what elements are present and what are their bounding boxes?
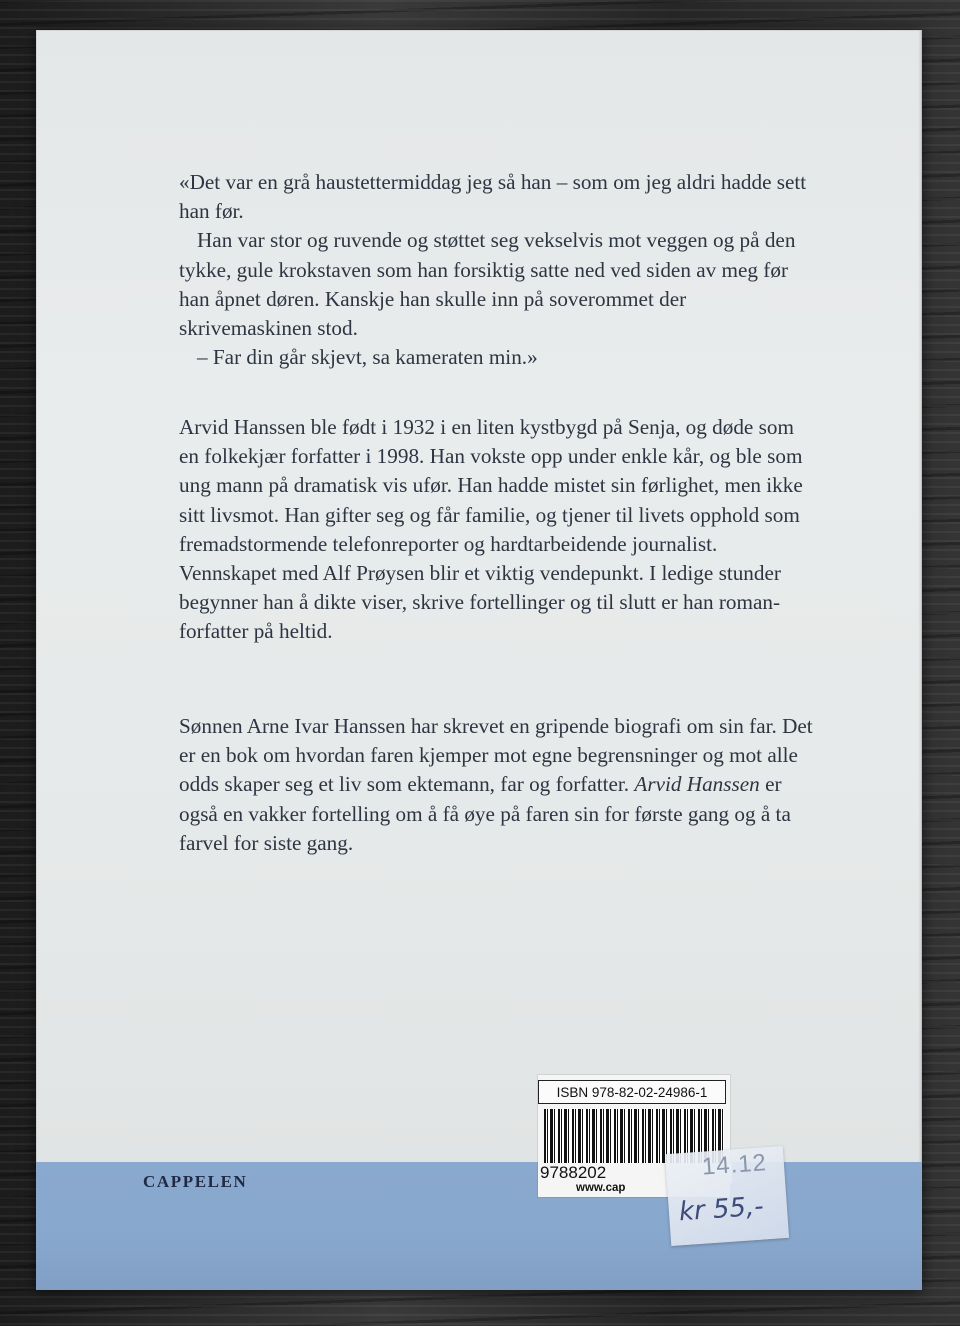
isbn-box <box>538 1080 726 1104</box>
price-sticker-date: 14.12 <box>700 1149 768 1181</box>
book-title-italic: Arvid Hanssen <box>634 772 760 797</box>
price-sticker-price: kr 55,- <box>677 1191 765 1228</box>
author-bio <box>179 413 819 647</box>
description-part-2: er også en vakker fortelling om å få øye på faren sin for første gang og å ta farvel for siste gang. <box>179 772 791 855</box>
book-description-text <box>179 712 819 858</box>
book-description <box>179 712 819 858</box>
publisher-url: www.cap <box>576 1182 626 1194</box>
excerpt-quote <box>179 168 819 372</box>
quote-paragraph-3: – Far din går skjevt, sa kameraten min.» <box>197 345 538 370</box>
quote-paragraph-1: «Det var en grå haustettermiddag jeg så han – som om jeg aldri hadde sett han før. <box>179 170 807 224</box>
barcode-digits: 9788202 <box>538 1163 732 1183</box>
isbn-number: ISBN 978-82-02-24986-1 <box>556 1084 708 1100</box>
description-part-1: Sønnen Arne Ivar Hanssen har skrevet en gripende biografi om sin far. Det er en bok om hvordan faren kjemper mot egne begrensninger og mot alle odds skaper seg et liv som ektemann, far og forfatter. <box>179 714 813 797</box>
publisher-logo: CAPPELEN <box>143 1172 248 1191</box>
price-sticker <box>665 1146 789 1246</box>
author-bio-text: Arvid Hanssen ble født i 1932 i en liten kystbygd på Senja, og døde som en folkekjær forfatter i 1998. Han vokste opp under enkle kår, og ble som ung mann på dramatisk vis ufør. Han hadde mistet sin førlighet, men ikke sitt livsmot. Han gifter seg og får familie, og tjener til livets opphold som fremadstormende telefonreporter og hardtarbeidende journalist. Vennskapet med Alf Prøysen blir et viktig vendepunkt. I ledige stunder begynner han å dikte viser, skrive fortellinger og til slutt er han roman-forfatter på heltid. <box>179 415 803 644</box>
cover-edge-shadow <box>918 30 922 1290</box>
book-back-cover <box>36 30 922 1290</box>
quote-paragraph-2: Han var stor og ruvende og støttet seg vekselvis mot veggen og på den tykke, gule krokstaven som han forsiktig satte ned ved siden av meg før han åpnet døren. Kanskje han skulle inn på soverommet der skrivemaskinen stod. <box>179 228 796 341</box>
